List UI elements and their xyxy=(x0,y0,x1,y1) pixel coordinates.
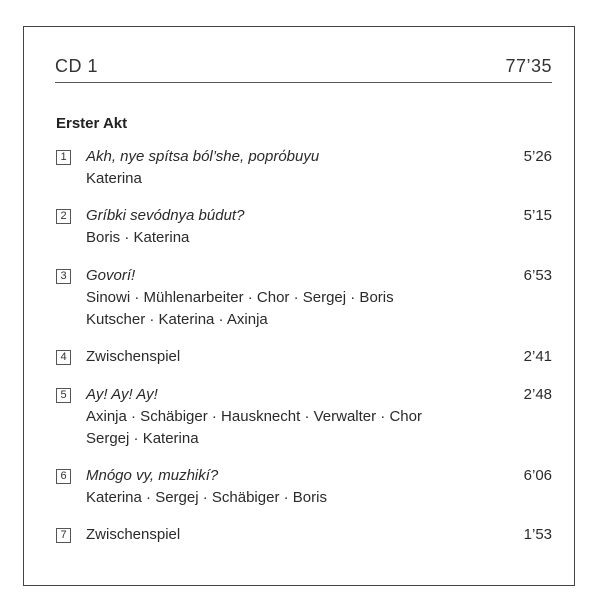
track-performers: Sinowi · Mühlenarbeiter · Chor · Sergej · Boris xyxy=(86,289,394,306)
track-performers: Katerina · Sergej · Schäbiger · Boris xyxy=(86,489,327,506)
track-number: 3 xyxy=(56,269,71,284)
track-title: Gríbki sevódnya búdut? xyxy=(86,207,245,224)
cd-total-time: 77’35 xyxy=(505,56,552,76)
track-time: 6’06 xyxy=(523,467,552,484)
track-4 xyxy=(56,346,552,368)
track-time: 6’53 xyxy=(523,267,552,284)
track-number: 2 xyxy=(56,209,71,224)
track-number: 1 xyxy=(56,150,71,165)
act-title: Erster Akt xyxy=(56,115,128,132)
track-time: 2’48 xyxy=(523,386,552,403)
track-performers: Boris · Katerina xyxy=(86,229,190,246)
track-1 xyxy=(56,146,552,190)
track-number: 7 xyxy=(56,528,71,543)
track-3 xyxy=(56,265,552,331)
track-title: Mnógo vy, muzhikí? xyxy=(86,467,219,484)
track-7 xyxy=(56,524,552,546)
cd-header xyxy=(55,56,552,83)
cd-label: CD 1 xyxy=(55,56,99,76)
track-title: Ay! Ay! Ay! xyxy=(86,386,158,403)
track-title: Akh, nye spítsa ból’she, poprόbuyu xyxy=(86,148,320,165)
track-performers: Axinja · Schäbiger · Hausknecht · Verwalter · Chor xyxy=(86,408,422,425)
track-performers: Kutscher · Katerina · Axinja xyxy=(86,311,268,328)
track-number: 6 xyxy=(56,469,71,484)
track-5 xyxy=(56,384,552,450)
track-2 xyxy=(56,205,552,249)
track-title: Zwischenspiel xyxy=(86,348,181,365)
track-performers: Katerina xyxy=(86,170,142,187)
track-time: 5’26 xyxy=(523,148,552,165)
track-time: 1’53 xyxy=(523,526,552,543)
track-number: 5 xyxy=(56,388,71,403)
track-title: Zwischenspiel xyxy=(86,526,181,543)
track-time: 2’41 xyxy=(523,348,552,365)
track-6 xyxy=(56,465,552,509)
track-title: Govorí! xyxy=(86,267,136,284)
track-performers: Sergej · Katerina xyxy=(86,430,199,447)
track-number: 4 xyxy=(56,350,71,365)
track-time: 5’15 xyxy=(523,207,552,224)
